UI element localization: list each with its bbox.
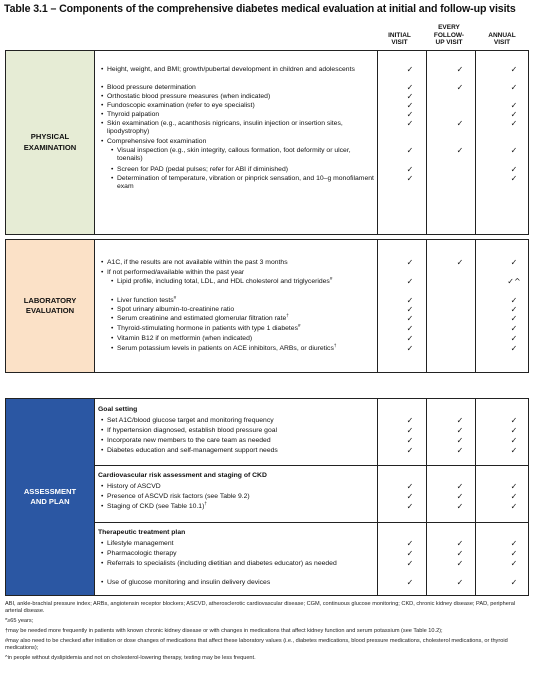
- row-text: • Determination of temperature, vibration or pinprick sensation, and 10–g monofilament exam: [111, 175, 374, 191]
- checkmark-icon-initial: ✓: [406, 110, 414, 119]
- row-text: • Vitamin B12 if on metformin (when indicated): [111, 335, 253, 342]
- checkmark-icon-every: ✓: [456, 492, 464, 501]
- row-text: • Pharmacologic therapy: [101, 550, 177, 557]
- bullet-icon: •: [101, 447, 104, 454]
- bullet-icon: •: [101, 560, 104, 567]
- checkmark-icon-annual: ✓: [510, 65, 518, 74]
- bullet-icon: •: [101, 111, 104, 118]
- section-laboratory-evaluation: [5, 239, 529, 373]
- checkmark-icon-every: ✓: [456, 65, 464, 74]
- bullet-icon: •: [111, 166, 114, 173]
- bullet-icon: •: [111, 297, 114, 304]
- checkmark-icon-initial: ✓: [406, 165, 414, 174]
- bullet-icon: •: [101, 269, 104, 276]
- checkmark-icon-annual: ✓: [510, 416, 518, 425]
- row-text: • Comprehensive foot examination: [101, 138, 207, 145]
- table-title: Table 3.1 – Components of the comprehensive diabetes medical evaluation at initial and follow-up visits: [4, 3, 516, 15]
- row-text: • Lipid profile, including total, LDL, and HDL cholesterol and triglycerides#: [111, 276, 333, 285]
- checkmark-icon-initial: ✓: [406, 305, 414, 314]
- row-text: • Incorporate new members to the care team as needed: [101, 437, 271, 444]
- checkmark-icon-annual: ✓: [510, 334, 518, 343]
- row-text: • Diabetes education and self-management support needs: [101, 447, 278, 454]
- checkmark-icon-initial: ✓: [406, 502, 414, 511]
- laboratory-evaluation-rows: [94, 240, 528, 372]
- row-text: • Spot urinary albumin-to-creatinine ratio: [111, 306, 235, 313]
- checkmark-icon-annual: ✓: [510, 344, 518, 353]
- row-text: • Fundoscopic examination (refer to eye specialist): [101, 102, 255, 109]
- row-text: • Screen for PAD (pedal pulses; refer for ABI if diminished): [111, 166, 289, 173]
- row-text: • Set A1C/blood glucose target and monitoring frequency: [101, 417, 274, 424]
- bullet-icon: •: [101, 503, 104, 510]
- checkmark-icon-every: ✓: [456, 559, 464, 568]
- footnote-abbreviations: ABI, ankle-brachial pressure index; ARBs, angiotensin receptor blockers; ASCVD, atherosclerotic cardiovascular disease; CGM, continuous glucose monitoring; CKD, chronic kidney disease; PAD, peripheral arterial disease.: [5, 601, 516, 614]
- bullet-icon: •: [101, 66, 104, 73]
- bullet-icon: •: [101, 417, 104, 424]
- bullet-icon: •: [101, 138, 104, 145]
- bullet-icon: •: [111, 306, 114, 313]
- footnote-hash: #may also need to be checked after initiation or dose changes of medications that affect these laboratory values (i.e., diabetes medications, blood pressure medications, cholesterol medications, or thyroid medications);: [5, 638, 508, 651]
- checkmark-icon-annual: ✓: [510, 426, 518, 435]
- goal-setting-block: [94, 399, 528, 465]
- bullet-icon: •: [111, 315, 114, 322]
- checkmark-icon-initial: ✓: [406, 482, 414, 491]
- row-text: • History of ASCVD: [101, 483, 161, 490]
- checkmark-icon-annual: ✓: [510, 101, 518, 110]
- checkmark-icon-annual: ✓: [510, 539, 518, 548]
- checkmark-icon-annual: ✓: [510, 446, 518, 455]
- checkmark-icon-initial: ✓: [406, 436, 414, 445]
- checkmark-icon-initial: ✓: [406, 65, 414, 74]
- checkmark-icon-every: ✓: [456, 436, 464, 445]
- checkmark-icon-every: ✓: [456, 416, 464, 425]
- checkmark-icon-every: ✓: [456, 426, 464, 435]
- footnote-marker: #: [173, 295, 177, 300]
- bullet-icon: •: [101, 437, 104, 444]
- checkmark-icon-annual: ✓: [510, 482, 518, 491]
- checkmark-icon-every: ✓: [456, 446, 464, 455]
- checkmark-icon-initial: ✓: [406, 296, 414, 305]
- checkmark-icon-every: ✓: [456, 83, 464, 92]
- cardiovascular-risk-block: [94, 465, 528, 522]
- subsection-title: Cardiovascular risk assessment and staging of CKD: [98, 472, 267, 479]
- footnote-dagger: †may be needed more frequently in patients with known chronic kidney disease or with changes in medications that affect kidney function and serum potassium (see Table 10.2);: [5, 628, 443, 634]
- bullet-icon: •: [111, 335, 114, 342]
- column-header-every-follow-up-visit: EVERY FOLLOW- UP VISIT: [433, 24, 465, 47]
- bullet-icon: •: [111, 175, 114, 182]
- row-text: • If not performed/available within the past year: [101, 269, 245, 276]
- row-text: • If hypertension diagnosed, establish blood pressure goal: [101, 427, 278, 434]
- checkmark-icon-annual: ✓: [510, 258, 518, 267]
- bullet-icon: •: [101, 427, 104, 434]
- row-text: • A1C, if the results are not available within the past 3 months: [101, 259, 288, 266]
- checkmark-icon-annual: ✓: [510, 578, 518, 587]
- checkmark-icon-initial: ✓: [406, 539, 414, 548]
- checkmark-icon-initial: ✓: [406, 549, 414, 558]
- column-header-initial-visit: INITIAL VISIT: [388, 31, 411, 47]
- checkmark-icon-initial: ✓: [406, 416, 414, 425]
- footnote-marker: #: [329, 276, 333, 281]
- checkmark-icon-annual: ✓: [510, 492, 518, 501]
- checkmark-icon-annual: ✓: [510, 324, 518, 333]
- category-label-laboratory-evaluation: LABORATORY EVALUATION: [6, 240, 94, 372]
- checkmark-icon-annual: ✓: [510, 436, 518, 445]
- footnote-caret: ^in people without dyslipidemia and not on cholesterol-lowering therapy, testing may be less frequent.: [5, 655, 256, 661]
- bullet-icon: •: [101, 93, 104, 100]
- checkmark-icon-initial: ✓: [406, 314, 414, 323]
- checkmark-icon-initial: ✓: [406, 119, 414, 128]
- checkmark-icon-every: ✓: [456, 502, 464, 511]
- checkmark-icon-annual: ✓: [510, 146, 518, 155]
- checkmark-icon-initial: ✓: [406, 578, 414, 587]
- physical-examination-rows: [94, 51, 528, 234]
- checkmark-icon-every: ✓: [456, 119, 464, 128]
- row-text: • Blood pressure determination: [101, 84, 196, 91]
- checkmark-icon-annual: ✓: [510, 174, 518, 183]
- bullet-icon: •: [101, 579, 104, 586]
- row-text: • Referrals to specialists (including dietitian and diabetes educator) as needed: [101, 560, 337, 567]
- checkmark-icon-annual: ✓: [510, 83, 518, 92]
- bullet-icon: •: [111, 147, 114, 154]
- checkmark-icon-initial: ✓: [406, 258, 414, 267]
- checkmark-icon-annual: ✓: [510, 305, 518, 314]
- checkmark-icon-initial: ✓: [406, 101, 414, 110]
- column-header-annual-visit: ANNUAL VISIT: [488, 31, 516, 47]
- therapeutic-treatment-block: [94, 522, 528, 595]
- checkmark-icon-initial: ✓: [406, 344, 414, 353]
- checkmark-icon-every: ✓: [456, 539, 464, 548]
- bullet-icon: •: [101, 259, 104, 266]
- checkmark-icon-every: ✓: [456, 146, 464, 155]
- bullet-icon: •: [111, 325, 114, 332]
- checkmark-icon-annual: ✓: [510, 165, 518, 174]
- checkmark-icon-annual: ✓: [510, 314, 518, 323]
- checkmark-icon-initial: ✓: [406, 324, 414, 333]
- checkmark-icon-annual: ✓^: [507, 277, 521, 286]
- row-text: • Serum potassium levels in patients on ACE inhibitors, ARBs, or diuretics†: [111, 343, 337, 352]
- subsection-title: Therapeutic treatment plan: [98, 529, 186, 536]
- bullet-icon: •: [101, 483, 104, 490]
- row-text: • Presence of ASCVD risk factors (see Table 9.2): [101, 493, 250, 500]
- bullet-icon: •: [111, 345, 114, 352]
- checkmark-icon-annual: ✓: [510, 559, 518, 568]
- checkmark-icon-initial: ✓: [406, 277, 414, 286]
- row-text: • Thyroid-stimulating hormone in patients with type 1 diabetes#: [111, 323, 301, 332]
- checkmark-icon-every: ✓: [456, 482, 464, 491]
- checkmark-icon-annual: ✓: [510, 110, 518, 119]
- subsection-title: Goal setting: [98, 406, 138, 413]
- checkmark-icon-initial: ✓: [406, 492, 414, 501]
- bullet-icon: •: [101, 84, 104, 91]
- bullet-icon: •: [101, 540, 104, 547]
- checkmark-icon-initial: ✓: [406, 334, 414, 343]
- footnote-marker: †: [333, 343, 337, 348]
- row-text: • Thyroid palpation: [101, 111, 160, 118]
- row-text: • Lifestyle management: [101, 540, 174, 547]
- bullet-icon: •: [111, 278, 114, 285]
- row-text: • Serum creatinine and estimated glomerular filtration rate†: [111, 313, 289, 322]
- checkmark-icon-initial: ✓: [406, 559, 414, 568]
- checkmark-icon-every: ✓: [456, 578, 464, 587]
- category-label-physical-examination: PHYSICAL EXAMINATION: [6, 51, 94, 234]
- checkmark-icon-initial: ✓: [406, 174, 414, 183]
- footnote-marker: †: [204, 501, 207, 506]
- footnote-marker: #: [297, 323, 301, 328]
- row-text: • Staging of CKD (see Table 10.1)†: [101, 501, 207, 510]
- bullet-icon: •: [101, 550, 104, 557]
- footnotes: [5, 601, 529, 665]
- checkmark-icon-annual: ✓: [510, 296, 518, 305]
- checkmark-icon-annual: ✓: [510, 119, 518, 128]
- checkmark-icon-every: ✓: [456, 258, 464, 267]
- checkmark-icon-initial: ✓: [406, 426, 414, 435]
- row-text: • Use of glucose monitoring and insulin delivery devices: [101, 579, 271, 586]
- bullet-icon: •: [101, 102, 104, 109]
- checkmark-icon-every: ✓: [456, 549, 464, 558]
- row-text: • Liver function tests#: [111, 295, 177, 304]
- checkmark-icon-initial: ✓: [406, 446, 414, 455]
- section-physical-examination: [5, 50, 529, 235]
- checkmark-icon-initial: ✓: [406, 146, 414, 155]
- row-text: • Orthostatic blood pressure measures (when indicated): [101, 93, 271, 100]
- category-label-assessment-and-plan: ASSESSMENT AND PLAN: [6, 399, 94, 595]
- bullet-icon: •: [101, 120, 104, 127]
- bullet-icon: •: [101, 493, 104, 500]
- section-assessment-and-plan: [5, 398, 529, 596]
- row-text: • Height, weight, and BMI; growth/pubertal development in children and adolescents: [101, 66, 355, 73]
- footnote-age: *≥65 years;: [5, 618, 34, 624]
- checkmark-icon-initial: ✓: [406, 83, 414, 92]
- row-text: • Visual inspection (e.g., skin integrity, callous formation, foot deformity or ulcer, toenails): [111, 147, 351, 163]
- checkmark-icon-annual: ✓: [510, 502, 518, 511]
- footnote-marker: †: [286, 313, 289, 318]
- checkmark-icon-annual: ✓: [510, 549, 518, 558]
- checkmark-icon-initial: ✓: [406, 92, 414, 101]
- row-text: • Skin examination (e.g., acanthosis nigricans, insulin injection or insertion sites, lipodystrophy): [101, 120, 343, 136]
